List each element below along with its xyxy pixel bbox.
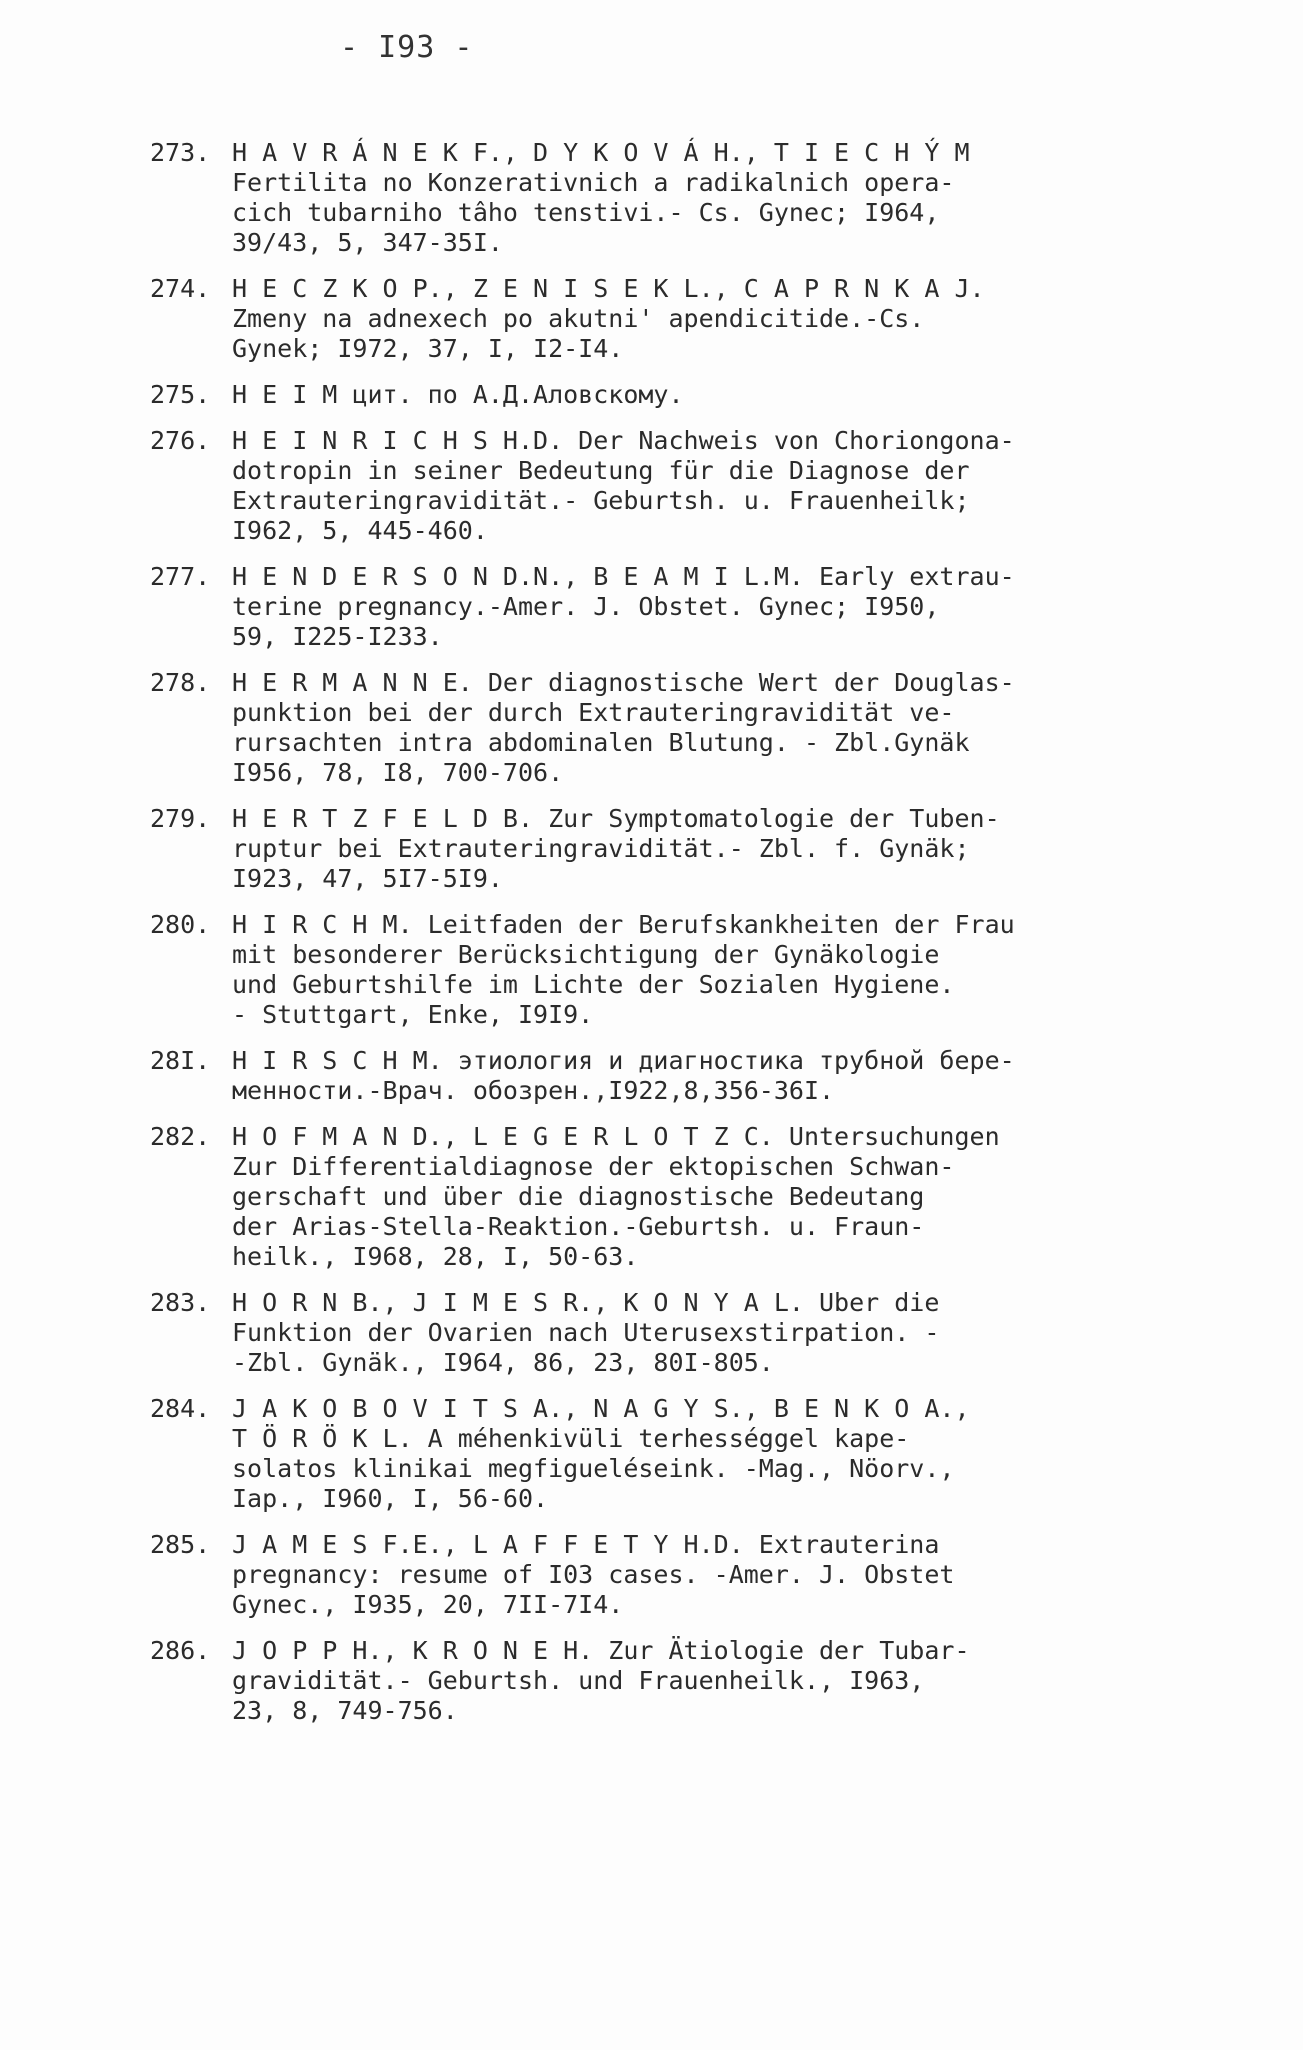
entry-line: J A K O B O V I T S A., N A G Y S., B E N K O A., — [232, 1394, 970, 1423]
entry-line: H A V R Á N E K F., D Y K O V Á H., T I E C H Ý M — [232, 138, 970, 167]
entry-line: gerschaft und über die diagnostische Bedeutang — [232, 1182, 925, 1211]
entry-line: mit besonderer Berücksichtigung der Gynäkologie — [232, 940, 940, 969]
entry-line: 23, 8, 749-756. — [232, 1696, 458, 1725]
bibliography-entry — [150, 562, 1250, 652]
entry-number: 278. — [150, 668, 211, 697]
entry-line: Extrauteringravidität.- Geburtsh. u. Frauenheilk; — [232, 486, 970, 515]
entry-text — [232, 426, 1250, 546]
entry-line: 59, I225-I233. — [232, 622, 443, 651]
entry-text — [232, 1530, 1250, 1620]
entry-line: H E I N R I C H S H.D. Der Nachweis von Choriongona- — [232, 426, 1015, 455]
bibliography-entry — [150, 804, 1250, 894]
entry-line: Gynek; I972, 37, I, I2-I4. — [232, 334, 624, 363]
entry-number: 273. — [150, 138, 211, 167]
bibliography-entry — [150, 1530, 1250, 1620]
entry-number: 280. — [150, 910, 211, 939]
entry-line: ruptur bei Extrauteringravidität.- Zbl. f. Gynäk; — [232, 834, 970, 863]
entry-line: T Ö R Ö K L. A méhenkivüli terhességgel kape- — [232, 1424, 910, 1453]
entry-number: 283. — [150, 1288, 211, 1317]
entry-line: H E N D E R S O N D.N., B E A M I L.M. Early extrau- — [232, 562, 1015, 591]
entry-number: 285. — [150, 1530, 211, 1559]
entry-line: -Zbl. Gynäk., I964, 86, 23, 80I-805. — [232, 1348, 774, 1377]
bibliography-entry — [150, 1046, 1250, 1106]
entry-text — [232, 274, 1250, 364]
entry-text — [232, 1394, 1250, 1514]
entry-line: H I R C H M. Leitfaden der Berufskankheiten der Frau — [232, 910, 1015, 939]
entry-text — [232, 562, 1250, 652]
entry-line: - Stuttgart, Enke, I9I9. — [232, 1000, 594, 1029]
bibliography-entry — [150, 380, 1250, 410]
entry-line: J O P P H., K R O N E H. Zur Ätiologie der Tubar- — [232, 1636, 970, 1665]
entry-line: H I R S C H M. этиология и диагностика трубной бере- — [232, 1046, 1015, 1075]
entry-line: der Arias-Stella-Reaktion.-Geburtsh. u. Fraun- — [232, 1212, 925, 1241]
entry-line: solatos klinikai megfiguelésеink. -Mag., Nöorv., — [232, 1454, 955, 1483]
entry-text — [232, 1288, 1250, 1378]
entry-text — [232, 380, 1250, 410]
entry-line: H E I M цит. по А.Д.Аловскому. — [232, 380, 684, 409]
entry-text — [232, 668, 1250, 788]
entry-number: 284. — [150, 1394, 211, 1423]
entry-text — [232, 1636, 1250, 1726]
entry-text — [232, 1122, 1250, 1272]
entry-line: H E R T Z F E L D B. Zur Symptomatologie der Tuben- — [232, 804, 1000, 833]
entry-line: und Geburtshilfe im Lichte der Sozialen Hygiene. — [232, 970, 955, 999]
entry-line: I923, 47, 5I7-5I9. — [232, 864, 503, 893]
entry-line: H O F M A N D., L E G E R L O T Z C. Untersuchungen — [232, 1122, 1000, 1151]
entry-number: 274. — [150, 274, 211, 303]
entry-text — [232, 138, 1250, 258]
entry-line: punktion bei der durch Extrauteringravidität ve- — [232, 698, 955, 727]
entry-line: pregnancy: resume of I03 cases. -Amer. J. Obstet — [232, 1560, 955, 1589]
entry-line: Zmeny na adnexech po akutni' apendicitide.-Cs. — [232, 304, 925, 333]
bibliography-entry — [150, 426, 1250, 546]
bibliography-entry — [150, 1122, 1250, 1272]
entry-text — [232, 910, 1250, 1030]
entry-line: Gynec., I935, 20, 7II-7I4. — [232, 1590, 624, 1619]
entry-line: Zur Differentialdiagnose der ektopischen Schwan- — [232, 1152, 955, 1181]
entry-number: 277. — [150, 562, 211, 591]
entry-line: H O R N B., J I M E S R., K O N Y A L. Uber die — [232, 1288, 940, 1317]
entry-text — [232, 1046, 1250, 1106]
bibliography-list — [150, 138, 1250, 1742]
entry-line: I956, 78, I8, 700-706. — [232, 758, 564, 787]
bibliography-entry — [150, 668, 1250, 788]
entry-line: I962, 5, 445-460. — [232, 516, 488, 545]
entry-number: 275. — [150, 380, 211, 409]
entry-text — [232, 804, 1250, 894]
bibliography-entry — [150, 138, 1250, 258]
entry-number: 276. — [150, 426, 211, 455]
entry-line: H E C Z K O P., Z E N I S E K L., C A P R N K A J. — [232, 274, 985, 303]
entry-line: Fertilita no Konzerativnich a radikalnich opera- — [232, 168, 955, 197]
entry-line: J A M E S F.E., L A F F E T Y H.D. Extrauterina — [232, 1530, 940, 1559]
entry-line: heilk., I968, 28, I, 50-63. — [232, 1242, 639, 1271]
bibliography-entry — [150, 1636, 1250, 1726]
entry-line: H E R M A N N E. Der diagnostische Wert der Douglas- — [232, 668, 1015, 697]
bibliography-entry — [150, 274, 1250, 364]
entry-line: Funktion der Ovarien nach Uterusexstirpation. - — [232, 1318, 940, 1347]
entry-line: Iap., I960, I, 56-60. — [232, 1484, 549, 1513]
bibliography-entry — [150, 910, 1250, 1030]
entry-number: 286. — [150, 1636, 211, 1665]
entry-line: cich tubarniho tâho tenstivi.- Cs. Gynec; I964, — [232, 198, 940, 227]
entry-line: 39/43, 5, 347-35I. — [232, 228, 503, 257]
entry-number: 282. — [150, 1122, 211, 1151]
entry-number: 28I. — [150, 1046, 211, 1075]
entry-line: rursachten intra abdominalen Blutung. - Zbl.Gynäk — [232, 728, 970, 757]
bibliography-entry — [150, 1394, 1250, 1514]
entry-number: 279. — [150, 804, 211, 833]
entry-line: dotropin in seiner Bedeutung für die Diagnose der — [232, 456, 970, 485]
entry-line: terine pregnancy.-Amer. J. Obstet. Gynec; I950, — [232, 592, 940, 621]
bibliography-entry — [150, 1288, 1250, 1378]
entry-line: gravidität.- Geburtsh. und Frauenheilk., I963, — [232, 1666, 925, 1695]
page-number: - I93 - — [340, 30, 474, 65]
entry-line: менности.-Врач. обозрен.,I922,8,356-36I. — [232, 1076, 835, 1105]
